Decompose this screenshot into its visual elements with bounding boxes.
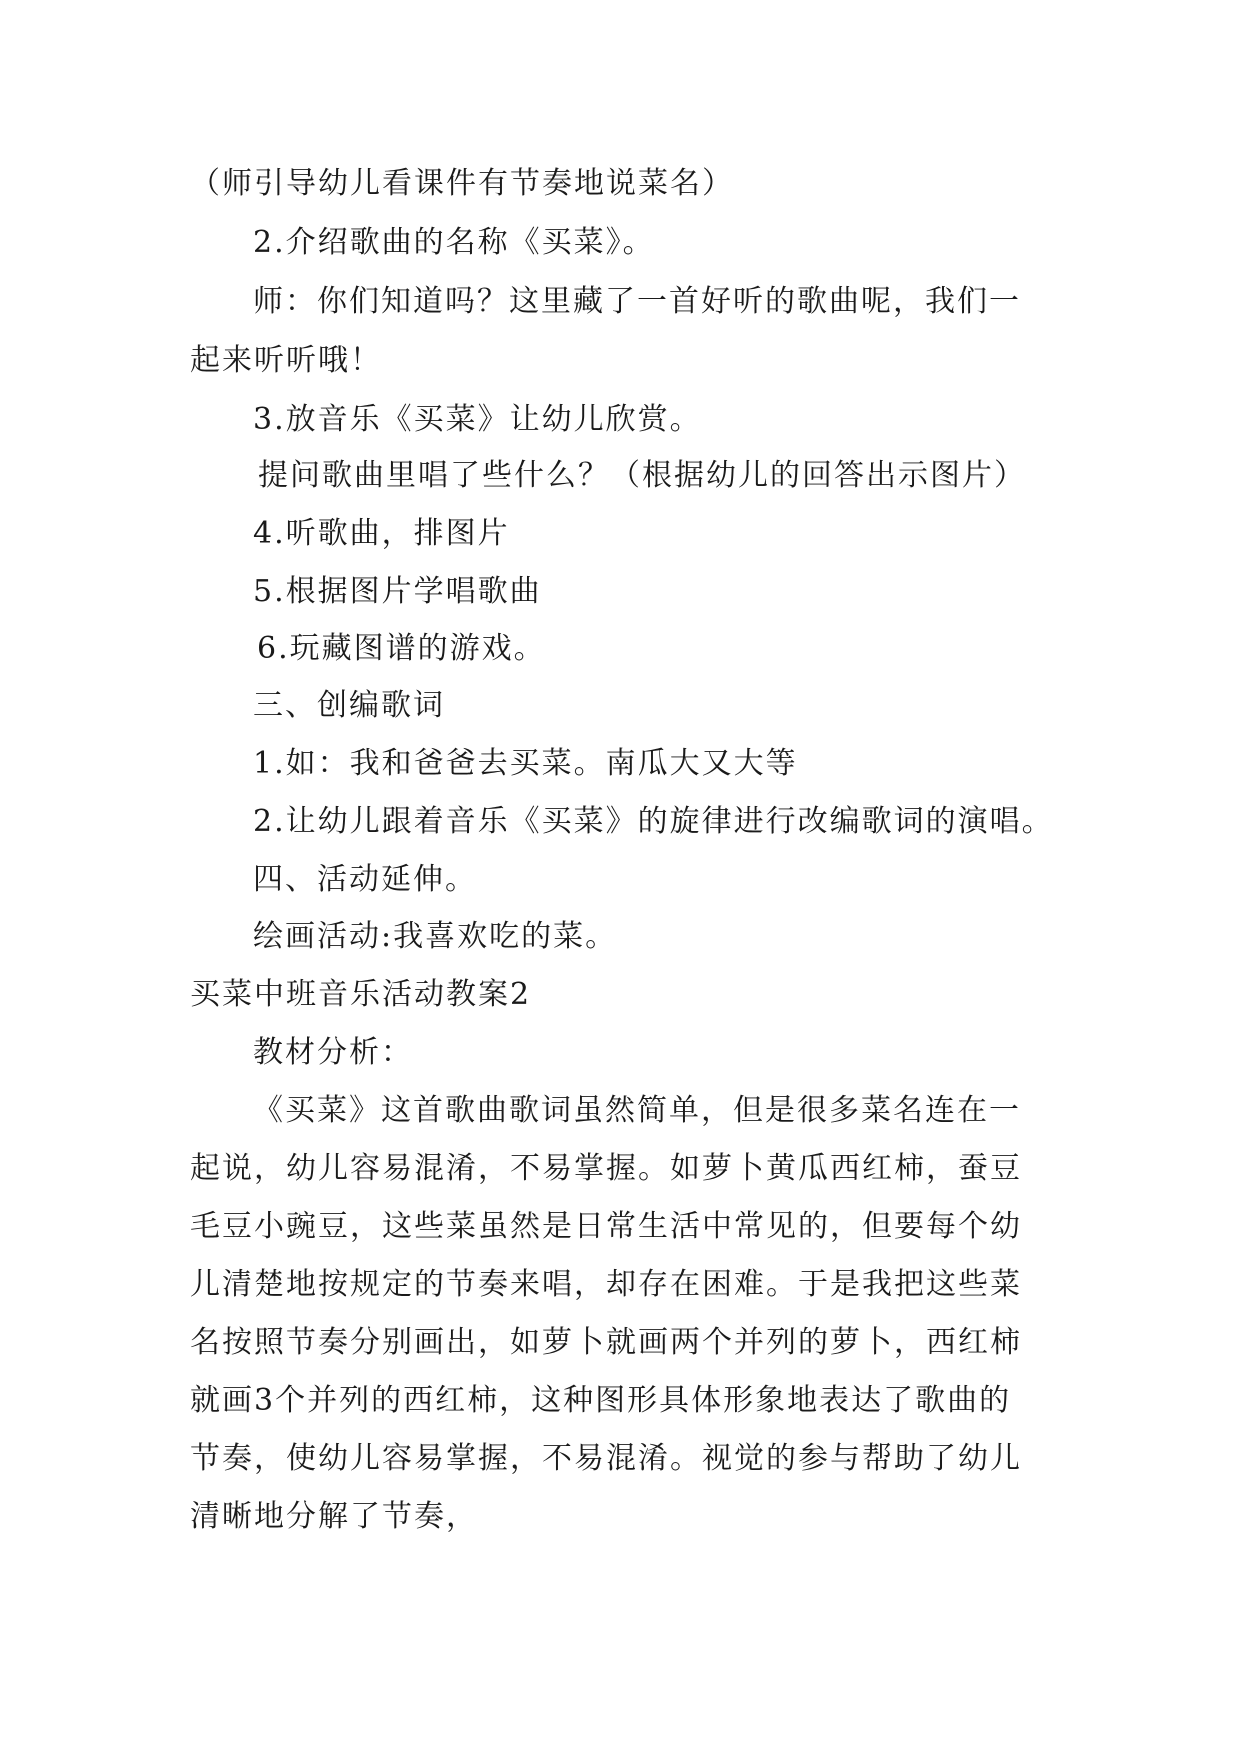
paragraph-line: 名按照节奏分别画出，如萝卜就画两个并列的萝卜，西红柿	[190, 1325, 1022, 1360]
text-line: 6.玩藏图谱的游戏。	[257, 631, 546, 666]
text-line: 绘画活动:我喜欢吃的菜。	[253, 919, 618, 954]
text-line: 2.让幼儿跟着音乐《买菜》的旋律进行改编歌词的演唱。	[253, 804, 1054, 839]
paragraph-line: 《买菜》这首歌曲歌词虽然简单，但是很多菜名连在一	[253, 1093, 1021, 1128]
text-line: 2.介绍歌曲的名称《买菜》。	[253, 225, 655, 260]
paragraph-line: 起说，幼儿容易混淆，不易掌握。如萝卜黄瓜西红柿，蚕豆	[190, 1151, 1022, 1186]
text-line: （师引导幼儿看课件有节奏地说菜名）	[190, 166, 734, 201]
section-heading: 三、创编歌词	[253, 688, 445, 723]
section-heading: 教材分析：	[253, 1035, 413, 1070]
text-line: 4.听歌曲，排图片	[253, 516, 510, 551]
paragraph-line: 毛豆小豌豆，这些菜虽然是日常生活中常见的，但要每个幼	[190, 1209, 1022, 1244]
paragraph-line: 儿清楚地按规定的节奏来唱，却存在困难。于是我把这些菜	[190, 1267, 1022, 1302]
paragraph-line: 清晰地分解了节奏，	[190, 1499, 478, 1534]
section-heading: 四、活动延伸。	[253, 862, 477, 897]
text-line: 5.根据图片学唱歌曲	[253, 574, 542, 609]
text-line: 3.放音乐《买菜》让幼儿欣赏。	[253, 402, 702, 437]
text-line: 师：你们知道吗？这里藏了一首好听的歌曲呢，我们一	[253, 284, 1021, 319]
text-line: 1.如：我和爸爸去买菜。南瓜大又大等	[253, 746, 798, 781]
paragraph-line: 节奏，使幼儿容易掌握，不易混淆。视觉的参与帮助了幼儿	[190, 1441, 1022, 1476]
text-line: 提问歌曲里唱了些什么？（根据幼儿的回答出示图片）	[258, 458, 1026, 493]
text-line: 起来听听哦！	[190, 343, 382, 378]
document-title: 买菜中班音乐活动教案2	[190, 977, 532, 1012]
paragraph-line: 就画3个并列的西红柿，这种图形具体形象地表达了歌曲的	[190, 1383, 1012, 1418]
